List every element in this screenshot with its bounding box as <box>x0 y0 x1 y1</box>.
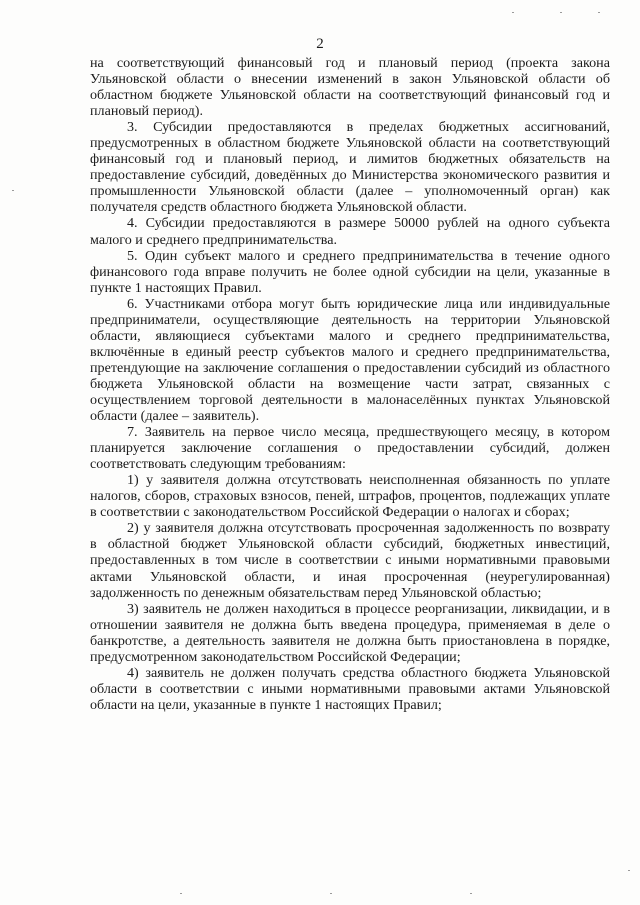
scan-artifact <box>180 893 182 894</box>
paragraph-item-6: 6. Участниками отбора могут быть юридические лица или индивидуальные предприниматели, осуществляющие деятельность на территории Ульяновской области, являющиеся субъектами малого и среднего предпринимательства, включённые в единый реестр субъектов малого и среднего предпринимательства, претендующие на заключение соглашения о предоставлении субсидий из областного бюджета Ульяновской области на возмещение части затрат, связанных с осуществлением торговой деятельности в малонаселённых пунктах Ульяновской области (далее – заявитель). <box>90 295 610 425</box>
paragraph-item-4: 4. Субсидии предоставляются в размере 50000 рублей на одного субъекта малого и среднего предпринимательства. <box>90 215 610 248</box>
scan-artifact <box>512 12 514 13</box>
document-body <box>90 55 610 713</box>
scan-artifact <box>330 893 332 894</box>
scan-artifact <box>560 12 562 13</box>
scan-artifact <box>470 893 472 894</box>
subitem-3: 3) заявитель не должен находиться в процессе реорганизации, ликвидации, и в отношении заявителя не должна быть введена процедура, применяемая в деле о банкротстве, а деятельность заявителя не должна быть приостановлена в порядке, предусмотренном законодательством Российской Федерации; <box>90 600 610 665</box>
page-number: 2 <box>316 36 324 52</box>
subitem-2: 2) у заявителя должна отсутствовать просроченная задолженность по возврату в областной бюджет Ульяновской области субсидий, бюджетных инвестиций, предоставленных в том числе в соответствии с иными нормативными правовыми актами Ульяновской области, и иная просроченная (неурегулированная) задолженность по денежным обязательствам перед Ульяновской областью; <box>90 520 610 601</box>
scan-artifact <box>628 870 630 871</box>
paragraph-item-3: 3. Субсидии предоставляются в пределах бюджетных ассигнований, предусмотренных в областном бюджете Ульяновской области на соответствующий финансовый год и плановый период, и лимитов бюджетных обязательств на предоставление субсидий, доведённых до Министерства экономического развития и промышленности Ульяновской области (далее – уполномоченный орган) как получателя средств областного бюджета Ульяновской области. <box>90 119 610 216</box>
paragraph-continuation: на соответствующий финансовый год и плановый период (проекта закона Ульяновской области о внесении изменений в закон Ульяновской области об областном бюджете Ульяновской области на соответствующий финансовый год и плановый период). <box>90 55 610 120</box>
scan-artifact <box>12 190 14 191</box>
paragraph-item-5: 5. Один субъект малого и среднего предпринимательства в течение одного финансового года вправе получить не более одной субсидии на цели, указанные в пункте 1 настоящих Правил. <box>90 247 610 296</box>
scan-artifact <box>598 12 600 13</box>
subitem-4: 4) заявитель не должен получать средства областного бюджета Ульяновской области в соответствии с иными нормативными правовыми актами Ульяновской области на цели, указанные в пункте 1 настоящих Правил; <box>90 664 610 713</box>
subitem-1: 1) у заявителя должна отсутствовать неисполненная обязанность по уплате налогов, сборов, страховых взносов, пеней, штрафов, процентов, подлежащих уплате в соответствии с законодательством Российской Федерации о налогах и сборах; <box>90 472 610 521</box>
paragraph-item-7: 7. Заявитель на первое число месяца, предшествующего месяцу, в котором планируется заключение соглашения о предоставлении субсидий, должен соответствовать следующим требованиям: <box>90 424 610 473</box>
